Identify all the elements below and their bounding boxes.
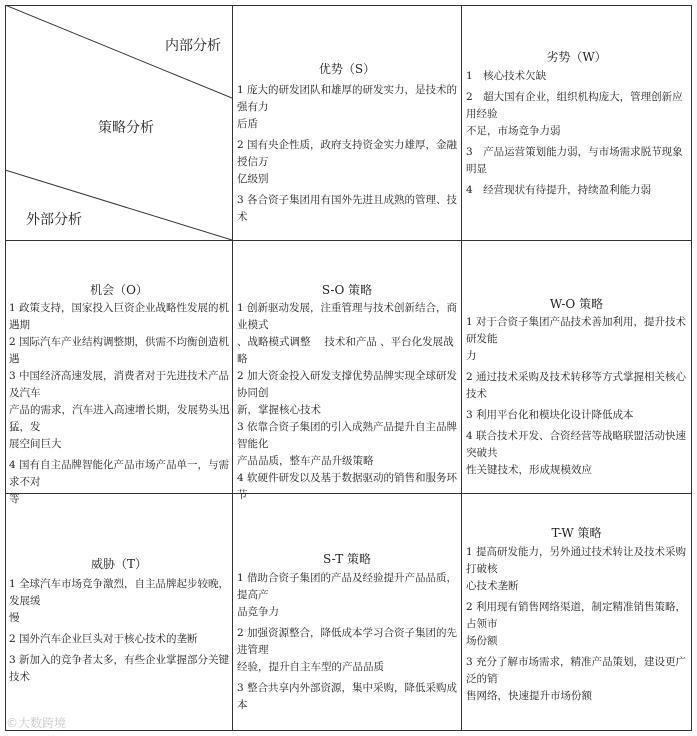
list-item: 3 产品运营策划能力弱，与市场需求脱节现象明显 xyxy=(466,146,683,175)
threats-title: 威胁（T） xyxy=(90,557,147,571)
list-item: 2 通过技术采购及技术转移等方式掌握相关核心技术 xyxy=(466,371,687,400)
list-item: 品竞争力 xyxy=(237,606,279,618)
list-item: 3 利用平台化和模块化设计降低成本 xyxy=(466,409,634,421)
tw-strategy-list xyxy=(466,544,691,705)
weaknesses-list xyxy=(466,68,691,199)
so-strategy-cell xyxy=(233,241,461,501)
list-item: 2 国外汽车企业巨头对于核心技术的垄断 xyxy=(9,633,198,645)
list-item: 3 充分了解市场需求，精准产品策划，建设更广泛的销 xyxy=(466,656,687,685)
list-item: 2 加大资金投入研发支撑优势品牌实现全球研发协同创 xyxy=(237,370,458,399)
list-item: 1 创新驱动发展，注重管理与技术创新结合，商业模式 xyxy=(237,302,458,331)
list-item: 3 整合共享内外部资源，集中采购，降低采购成本 xyxy=(237,682,458,711)
list-item: 2 利用现有销售网络渠道，制定精准销售策略，占领市 xyxy=(466,601,687,630)
list-item: 亿级别 xyxy=(237,173,269,185)
list-item: 2 超大国有企业，组织机构庞大，管理创新应用经验 xyxy=(466,91,683,120)
wo-strategy-cell xyxy=(462,241,691,493)
list-item: 3 中国经济高速发展，消费者对于先进技术产品及汽车 xyxy=(9,370,230,399)
tw-strategy-cell xyxy=(462,494,691,730)
list-item: 产品品质，整车产品升级策略 xyxy=(237,455,374,467)
strengths-title: 优势（S） xyxy=(318,62,376,76)
opportunities-cell xyxy=(6,241,232,505)
list-item: 1 对于合资子集团产品技术善加利用，提升技术研发能 xyxy=(466,316,687,345)
list-item: 新，掌握核心技术 xyxy=(237,404,321,416)
list-item: 3 新加入的竞争者太多，有些企业掌握部分关键技术 xyxy=(9,654,230,683)
list-item: 1 庞大的研发团队和雄厚的研发实力，是技术的强有力 xyxy=(237,84,458,113)
tw-strategy-title: T-W 策略 xyxy=(551,526,602,540)
watermark: ©大数跨境 xyxy=(6,716,67,730)
list-item: 性关键技术，形成规模效应 xyxy=(466,464,592,476)
list-item: 4 软硬件研发以及基于数据驱动的销售和服务环节 xyxy=(237,472,458,501)
weaknesses-cell xyxy=(462,5,691,240)
list-item: 、战略模式调整 技术和产品 、平台化发展战略 xyxy=(237,336,454,365)
list-item: 4 经营现状有待提升，持续盈利能力弱 xyxy=(466,184,652,196)
corner-cell xyxy=(5,5,232,240)
list-item: 不足，市场竞争力弱 xyxy=(466,125,561,137)
wo-strategy-list xyxy=(466,314,691,479)
table-border-right xyxy=(691,5,692,731)
weaknesses-title: 劣势（W） xyxy=(546,50,607,64)
list-item: 1 借助合资子集团的产品及经验提升产品品质，提高产 xyxy=(237,572,458,601)
list-item: 场份额 xyxy=(466,635,498,647)
list-item: 慢 xyxy=(9,612,20,624)
list-item: 力 xyxy=(466,350,477,362)
list-item: 售网络，快速提升市场份额 xyxy=(466,690,592,702)
list-item: 2 国有央企性质，政府支持资金实力雄厚，金融授信万 xyxy=(237,139,458,168)
wo-strategy-title: W-O 策略 xyxy=(549,297,604,311)
st-strategy-list xyxy=(237,570,461,714)
opportunities-list xyxy=(9,300,232,508)
table-border-bottom xyxy=(5,730,692,731)
list-item: 1 政策支持，国家投入巨资企业战略性发展的机遇期 xyxy=(9,302,230,331)
so-strategy-list xyxy=(237,300,461,504)
list-item: 经验，提升自主车型的产品品质 xyxy=(237,661,384,673)
list-item: 1 提高研发能力，另外通过技术转让及技术采购打破核 xyxy=(466,546,687,575)
strengths-list xyxy=(237,82,461,226)
strategy-analysis-label: 策略分析 xyxy=(98,120,154,136)
list-item: 4 国有自主品牌智能化产品市场产品单一，与需求不对 xyxy=(9,459,230,488)
st-strategy-title: S-T 策略 xyxy=(322,552,372,566)
opportunities-title: 机会（O） xyxy=(90,283,148,297)
list-item: 心技术垄断 xyxy=(466,580,519,592)
diagonal-lower xyxy=(5,170,232,240)
so-strategy-title: S-O 策略 xyxy=(321,283,373,297)
threats-list xyxy=(9,576,232,686)
list-item: 1 全球汽车市场竞争激烈，自主品牌起步较晚，发展缓 xyxy=(9,578,230,607)
strengths-cell xyxy=(233,5,461,240)
swot-table xyxy=(5,5,692,731)
external-analysis-label: 外部分析 xyxy=(26,212,82,228)
list-item: 展空间巨大 xyxy=(9,438,62,450)
list-item: 1 核心技术欠缺 xyxy=(466,70,547,82)
list-item: 3 依靠合资子集团的引入成熟产品提升自主品牌智能化 xyxy=(237,421,458,450)
list-item: 3 各合资子集团用有国外先进且成熟的管理、技术 xyxy=(237,194,458,223)
st-strategy-cell xyxy=(233,494,461,730)
list-item: 2 加强资源整合，降低成本学习合资子集团的先进管理 xyxy=(237,627,458,656)
list-item: 后盾 xyxy=(237,118,258,130)
internal-analysis-label: 内部分析 xyxy=(165,38,221,54)
threats-cell xyxy=(6,494,232,730)
list-item: 产品的需求，汽车进入高速增长期，发展势头迅猛，发 xyxy=(9,404,230,433)
list-item: 4 联合技术开发、合资经营等战略联盟活动快速突破共 xyxy=(466,430,687,459)
list-item: 等 xyxy=(9,493,20,505)
list-item: 2 国际汽车产业结构调整期，供需不均衡创造机遇 xyxy=(9,336,230,365)
